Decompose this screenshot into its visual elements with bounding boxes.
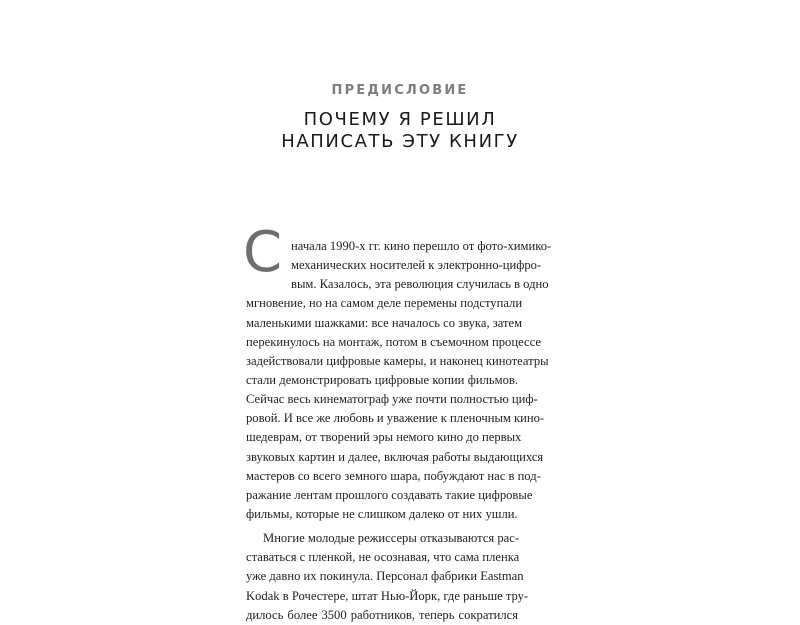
text-line: мгновение, но на самом деле перемены подступали bbox=[246, 296, 523, 311]
text-line: задействовали цифровые камеры, и наконец кинотеатры bbox=[246, 353, 549, 368]
text-line: фильмы, которые не слишком далеко от них ушли. bbox=[246, 506, 518, 521]
text-line: шедеврам, от творений эры немого кино до первых bbox=[246, 430, 522, 445]
text-line: уже давно их покинула. Персонал фабрики Eastman bbox=[246, 569, 524, 584]
body-text bbox=[246, 237, 552, 625]
text-line: мастеров со всего земного шара, побуждают нас в под- bbox=[246, 468, 541, 483]
chapter-title-line: ПОЧЕМУ Я РЕШИЛ bbox=[303, 109, 497, 130]
text-line: вым. Казалось, эта революция случилась в одно bbox=[291, 277, 549, 292]
chapter-title-line: НАПИСАТЬ ЭТУ КНИГУ bbox=[281, 131, 519, 152]
text-line: механических носителей к электронно-цифро- bbox=[291, 258, 542, 273]
text-line: маленькими шажками: все началось со звука, затем bbox=[246, 315, 523, 330]
text-line: Kodak в Рочестере, штат Нью-Йорк, где раньше тру- bbox=[246, 588, 529, 603]
text-line: Сейчас весь кинематограф уже почти полностью циф- bbox=[246, 392, 538, 407]
chapter-title bbox=[0, 109, 800, 153]
text-line: начала 1990-х гг. кино перешло от фото-химико- bbox=[291, 239, 552, 253]
text-line: стали демонстрировать цифровые копии фильмов. bbox=[246, 372, 518, 387]
text-line: перекинулось на монтаж, потом в съемочном процессе bbox=[246, 334, 541, 349]
text-line: Многие молодые режиссеры отказываются рас- bbox=[263, 531, 520, 546]
text-line: ровой. И все же любовь и уважение к пленочным кино- bbox=[246, 411, 545, 426]
text-line: звуковых картин и далее, включая работы выдающихся bbox=[246, 449, 544, 464]
text-line: дилось более 3500 работников, теперь сократился bbox=[246, 607, 518, 622]
text-line: ражание лентам прошлого создавать такие цифровые bbox=[246, 487, 533, 502]
section-label: ПРЕДИСЛОВИЕ bbox=[331, 83, 469, 98]
text-line: ставаться с пленкой, не осознавая, что сама пленка bbox=[246, 550, 520, 565]
drop-cap: С bbox=[243, 220, 283, 285]
